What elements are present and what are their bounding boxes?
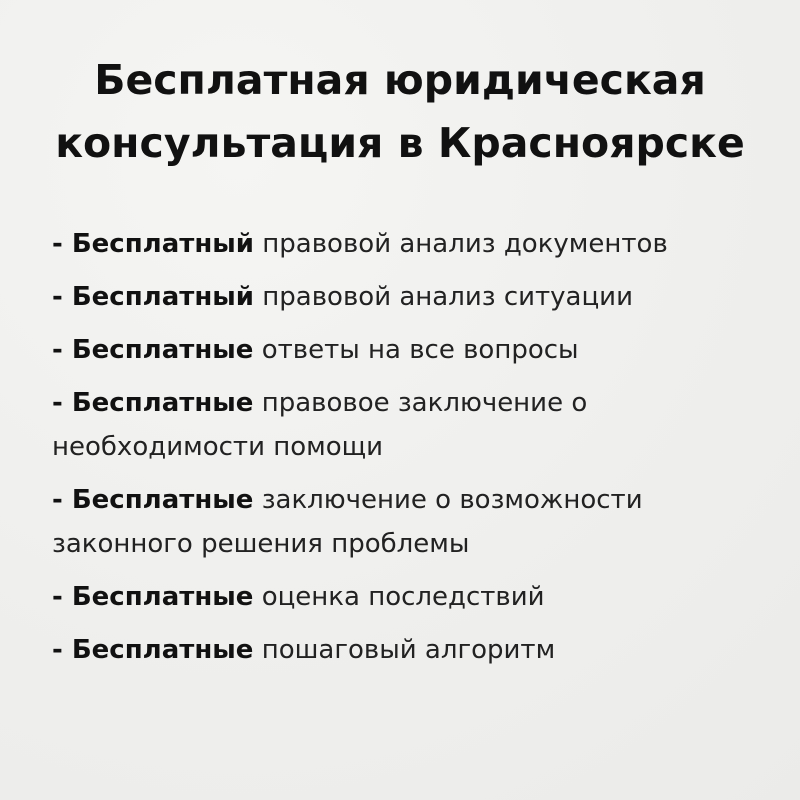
list-item — [52, 575, 762, 619]
list-item-line — [52, 478, 762, 522]
list-item-text: ответы на все вопросы — [253, 335, 579, 365]
list-item-line — [52, 275, 762, 319]
list-item-line — [52, 575, 762, 619]
list-item-lead: - Бесплатные — [52, 485, 254, 515]
services-list — [52, 222, 762, 681]
list-item — [52, 222, 762, 266]
list-item-lead: - Бесплатные — [52, 582, 254, 612]
page-title — [0, 49, 800, 175]
list-item-text: правовой анализ ситуации — [254, 282, 633, 312]
list-item-lead: - Бесплатный — [52, 282, 255, 312]
list-item-line — [52, 381, 762, 425]
list-item-continuation: законного решения проблемы — [52, 529, 470, 559]
list-item — [52, 478, 762, 566]
list-item-lead: - Бесплатные — [52, 388, 254, 418]
list-item-line — [52, 222, 762, 266]
list-item — [52, 381, 762, 469]
list-item-continuation: необходимости помощи — [52, 432, 384, 462]
title-line-1: Бесплатная юридическая — [94, 56, 706, 105]
list-item — [52, 328, 762, 372]
list-item-text: пошаговый алгоритм — [253, 635, 556, 665]
title-line-2: консультация в Красноярске — [55, 119, 745, 168]
list-item-lead: - Бесплатный — [52, 229, 255, 259]
list-item — [52, 628, 762, 672]
list-item-text: правовой анализ документов — [254, 229, 668, 259]
list-item-text: оценка последствий — [253, 582, 545, 612]
list-item-lead: - Бесплатные — [52, 635, 254, 665]
list-item-text: правовое заключение о — [253, 388, 588, 418]
list-item-line — [52, 328, 762, 372]
list-item — [52, 275, 762, 319]
list-item-lead: - Бесплатные — [52, 335, 254, 365]
list-item-text: заключение о возможности — [253, 485, 643, 515]
list-item-line — [52, 628, 762, 672]
